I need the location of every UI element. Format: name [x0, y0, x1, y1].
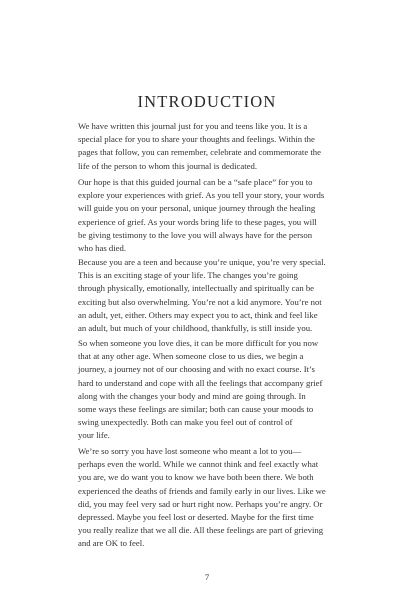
paragraph-line: explore your experiences with grief. As you tell your story, your words — [78, 190, 325, 201]
paragraph-line: life of the person to whom this journal is dedicated. — [78, 160, 258, 171]
paragraph-line: you are, we do want you to know we have both been there. We both — [78, 472, 314, 483]
paragraph-1 — [78, 120, 336, 173]
paragraph-line: perhaps even the world. While we cannot think and feel exactly what — [78, 459, 319, 470]
paragraph-line: who has died. — [78, 243, 127, 254]
paragraph-line: pages that follow, you can remember, celebrate and commemorate the — [78, 147, 321, 158]
paragraph-line: We’re so sorry you have lost someone who meant a lot to you— — [78, 446, 302, 456]
paragraph-2 — [78, 176, 336, 255]
paragraph-line: exciting but also overwhelming. You’re not a kid anymore. You’re not — [78, 296, 322, 307]
book-page — [78, 0, 336, 595]
paragraph-line: along with the changes your body and mind are going through. In — [78, 390, 306, 401]
paragraph-line: that at any other age. When someone close to us dies, we begin a — [78, 351, 304, 362]
page-number: 7 — [204, 572, 210, 582]
paragraph-line: special place for you to share your thoughts and feelings. Within the — [78, 134, 315, 145]
paragraph-line: experienced the deaths of friends and family early in our lives. Like we — [78, 485, 326, 496]
paragraph-4 — [78, 337, 336, 443]
paragraph-line: an adult, but much of your childhood, thankfully, is still inside you. — [78, 323, 313, 334]
paragraph-line: hard to understand and cope with all the feelings that accompany grief — [78, 377, 323, 388]
paragraph-line: depressed. Maybe you feel lost or deserted. Maybe for the first time — [78, 512, 314, 523]
paragraph-line: through physically, emotionally, intellectually and spiritually can be — [78, 283, 315, 294]
paragraph-line: We have written this journal just for you and teens like you. It is a — [78, 121, 308, 131]
paragraph-line: you really realize that we all die. All these feelings are part of grieving — [78, 525, 324, 536]
paragraph-line: some ways these feelings are similar; both can cause your moods to — [78, 404, 314, 415]
paragraph-line: and are OK to feel. — [78, 538, 145, 549]
paragraph-line: Because you are a teen and because you’re unique, you’re very special. — [78, 257, 326, 267]
paragraph-line: This is an exciting stage of your life. The changes you’re going — [78, 270, 298, 281]
paragraph-line: will guide you on your personal, unique journey through the healing — [78, 203, 316, 214]
paragraph-line: your life. — [78, 430, 110, 441]
paragraph-line: Our hope is that this guided journal can be a “safe place” for you to — [78, 177, 313, 187]
paragraph-line: swing unexpectedly. Both can make you feel out of control of — [78, 417, 293, 428]
paragraph-3 — [78, 256, 336, 335]
paragraph-line: experience of grief. As your words bring life to these pages, you will — [78, 216, 317, 227]
page-title: INTRODUCTION — [137, 92, 277, 111]
paragraph-line: be giving testimony to the love you will always have for the person — [78, 229, 313, 240]
paragraph-line: So when someone you love dies, it can be more difficult for you now — [78, 338, 319, 348]
paragraph-5 — [78, 445, 336, 551]
paragraph-line: did, you may feel very sad or hurt right now. Perhaps you’re angry. Or — [78, 498, 323, 509]
paragraph-line: an adult, yet, either. Others may expect you to act, think and feel like — [78, 309, 318, 320]
paragraph-line: journey, a journey not of our choosing and with no exact course. It’s — [78, 364, 315, 375]
